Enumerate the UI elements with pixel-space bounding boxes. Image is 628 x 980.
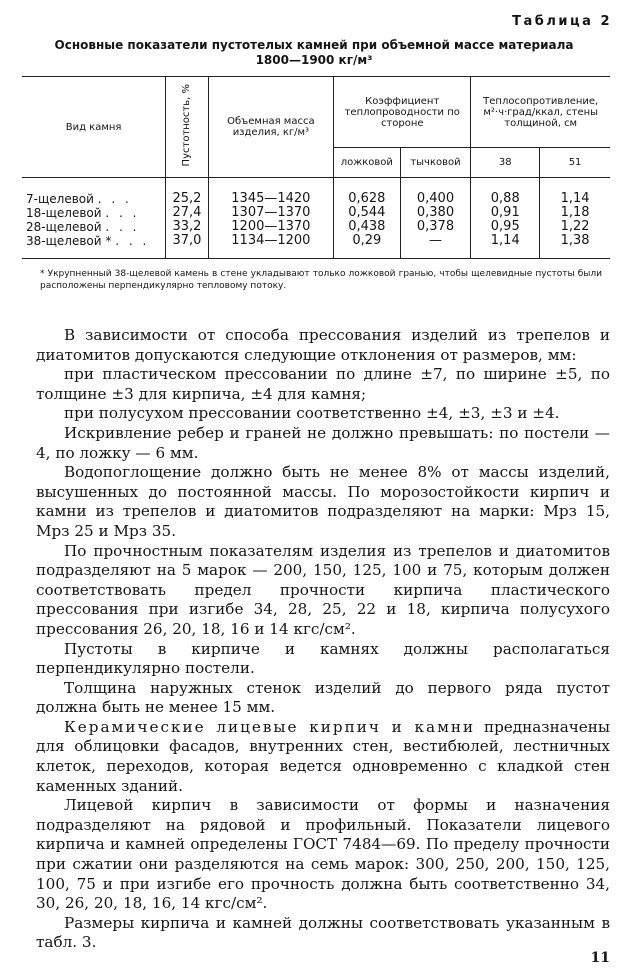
paragraph: Толщина наружных стенок изделий до первого ряда пустот должна быть не менее 15 мм. [36,678,610,717]
table-footnote: * Укрупненный 38-щелевой камень в стене укладывают только ложковой гранью, чтобы щелевидные пустоты были расположены перпендикулярно тепловому потоку. [40,269,602,291]
cell-cond-butt: 0,380 [400,206,471,220]
cell-voidness: 37,0 [166,234,209,259]
cell-res-51: 1,22 [560,219,590,234]
paragraph: Керамические лицевые кирпич и камни предназначены для облицовки фасадов, внутренних стен, вестибюлей, лестничных клеток, переходов, которая ведется одновременно с кладкой стен каменных зданий. [36,717,611,795]
cell-res-38: 0,91 [471,206,540,220]
page-number: 11 [590,950,610,966]
cell-res-38: 0,88 [471,178,540,207]
header-density: Объемная масса изделия, кг/м³ [208,77,333,178]
cell-voidness: 33,2 [166,220,209,234]
table-row [22,220,610,234]
table-header [22,77,610,178]
table-row [22,178,610,207]
header-voidness: Пустотность, % [166,77,209,178]
paragraph: По прочностным показателям изделия из трепелов и диатомитов подразделяют на 5 марок — 200, 150, 125, 100 и 75, которым должен соответствовать предел прочности кирпича пластического прессования при изгибе 34, 28, 25, 22 и 18, кирпича полусухого прессования 26, 20, 18, 16 и 14 кгс/см². [36,541,610,638]
cell-cond-bed: 0,29 [334,234,401,259]
header-res-38: 38 [471,148,540,178]
header-cond-butt: тычковой [400,148,471,178]
cell-density: 1200—1370 [208,220,333,234]
table-title [20,38,608,68]
stone-properties-table [22,76,610,259]
cell-voidness: 27,4 [166,206,209,220]
cell-cond-butt: 0,378 [400,220,471,234]
cell-cond-bed: 0,544 [334,206,401,220]
header-res-51: 51 [540,148,610,178]
header-resistance: Теплосопротивление, м²·ч·град/ккал, стены толщиной, см [483,95,599,129]
paragraph: Лицевой кирпич в зависимости от формы и назначения подразделяют на рядовой и профильный. Показатели лицевого кирпича и камней определены ГОСТ 7484—69. По пределу прочности при сжатии они разделяются на семь марок: 300, 250, 200, 150, 125, 100, 75 и при изгибе его прочность должна быть соответственно 34, 30, 26, 20, 18, 16, 14 кгс/см². [36,796,610,913]
cell-res-51: 1,14 [560,191,590,206]
cell-res-51: 1,18 [560,205,590,220]
cell-cond-bed: 0,438 [334,220,401,234]
cell-res-51: 1,38 [560,233,590,248]
cell-kind: 28-щелевой . . . [22,220,166,234]
paragraph: Пустоты в кирпиче и камнях должны располагаться перпендикулярно постели. [36,639,610,678]
header-kind: Вид камня [22,77,166,178]
cell-res-38: 1,14 [471,234,540,259]
cell-cond-butt: — [400,234,471,259]
cell-kind: 7-щелевой . . . [22,178,166,207]
cell-voidness: 25,2 [166,178,209,207]
table-row [22,234,610,259]
table-label: Таблица 2 [512,14,612,29]
paragraph: В зависимости от способа прессования изделий из трепелов и диатомитов допускаются следующие отклонения от размеров, мм: [36,326,610,364]
cell-kind: 18-щелевой . . . [22,206,166,220]
paragraph: Размеры кирпича и камней должны соответствовать указанным в табл. 3. [36,913,610,952]
cell-res-38: 0,95 [471,220,540,234]
table-title-line-2: 1800—1900 кг/м³ [255,53,373,67]
paragraph: при пластическом прессовании по длине ±7, по ширине ±5, по толщине ±3 для кирпича, ±4 для камня; [36,365,610,403]
paragraph: Водопоглощение должно быть не менее 8% от массы изделий, высушенных до постоянной массы. По морозостойкости кирпич и камни из трепелов и диатомитов подразделяют на марки: Мрз 15, Мрз 25 и Мрз 35. [36,463,610,540]
body-text [36,326,610,953]
table-row [22,206,610,220]
header-conductivity: Коэффициент теплопроводности по стороне [334,77,471,148]
paragraph: Искривление ребер и граней не должно превышать: по постели — 4, по ложку — 6 мм. [36,423,610,462]
cell-kind: 38-щелевой * . . . [22,234,166,259]
cell-density: 1307—1370 [208,206,333,220]
table-title-line-1: Основные показатели пустотелых камней при объемной массе материала [54,38,574,52]
spaced-term: Керамические лицевые кирпич и камни [64,717,476,736]
paragraph: при полусухом прессовании соответственно ±4, ±3, ±3 и ±4. [64,404,560,423]
cell-cond-butt: 0,400 [400,178,471,207]
cell-density: 1134—1200 [208,234,333,259]
cell-density: 1345—1420 [208,178,333,207]
header-cond-bed: ложковой [334,148,401,178]
cell-cond-bed: 0,628 [334,178,401,207]
